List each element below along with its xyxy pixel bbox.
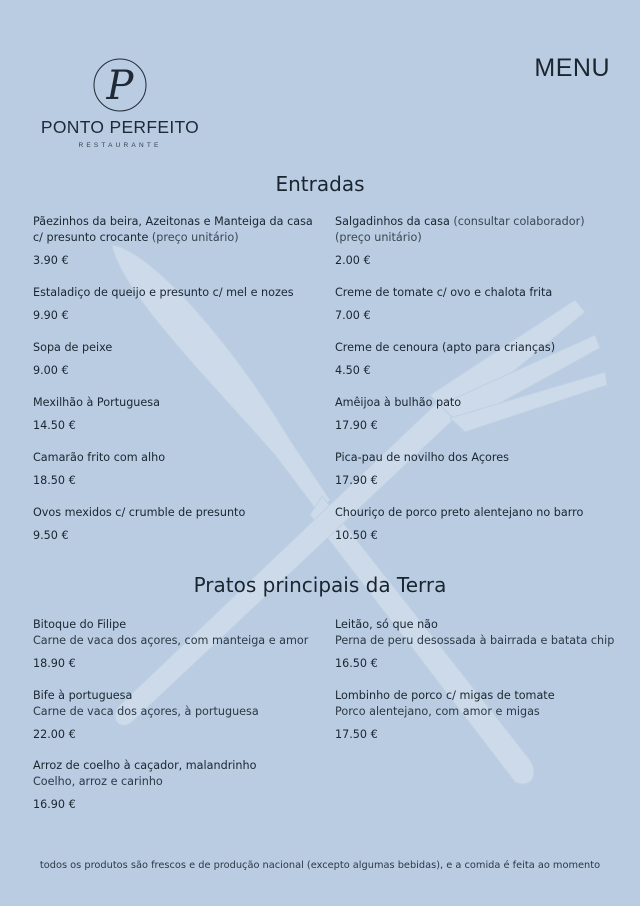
item-name: Arroz de coelho à caçador, malandrinho: [33, 759, 257, 772]
menu-item: [33, 214, 318, 269]
menu-item: [33, 395, 318, 434]
item-price: 4.50 €: [335, 364, 371, 377]
item-note: (preço unitário): [151, 231, 239, 244]
item-name: Creme de tomate c/ ovo e chalota frita: [335, 286, 553, 299]
item-description: Carne de vaca dos açores, à portuguesa: [33, 705, 259, 718]
item-name: Camarão frito com alho: [33, 451, 166, 464]
item-description: Coelho, arroz e carinho: [33, 775, 163, 788]
item-name: Pica-pau de novilho dos Açores: [335, 451, 509, 464]
item-price: 22.00 €: [33, 728, 76, 741]
item-name: Pãezinhos da beira, Azeitonas e Manteiga da casa c/ presunto crocante: [33, 215, 313, 244]
item-name: Chouriço de porco preto alentejano no barro: [335, 506, 584, 519]
item-name: Bitoque do Filipe: [33, 618, 127, 631]
item-price: 7.00 €: [335, 309, 371, 322]
item-name: Sopa de peixe: [33, 341, 113, 354]
item-price: 17.90 €: [335, 474, 378, 487]
logo: [30, 55, 210, 149]
menu-item: [335, 395, 620, 434]
item-price: 2.00 €: [335, 254, 371, 267]
menu-item: [33, 688, 318, 743]
menu-item: [335, 688, 620, 743]
item-description: Porco alentejano, com amor e migas: [335, 705, 540, 718]
section-title-entradas: Entradas: [275, 172, 365, 196]
menu-item: [33, 758, 318, 813]
item-price: 10.50 €: [335, 529, 378, 542]
menu-item: [33, 505, 318, 544]
item-price: 14.50 €: [33, 419, 76, 432]
menu-item: [33, 617, 318, 672]
menu-item: [335, 285, 620, 324]
item-price: 18.50 €: [33, 474, 76, 487]
svg-text:P: P: [106, 63, 134, 109]
section-title-pratos: Pratos principais da Terra: [193, 573, 447, 597]
item-name: Amêijoa à bulhão pato: [335, 396, 462, 409]
page-title: MENU: [534, 54, 610, 82]
item-price: 16.90 €: [33, 798, 76, 811]
brand-subtitle: RESTAURANTE: [78, 142, 162, 149]
item-name: Estaladiço de queijo e presunto c/ mel e nozes: [33, 286, 294, 299]
item-note: (consultar colaborador) (preço unitário): [335, 215, 585, 244]
item-price: 18.90 €: [33, 657, 76, 670]
item-name: Lombinho de porco c/ migas de tomate: [335, 689, 555, 702]
item-name: Bife à portuguesa: [33, 689, 133, 702]
item-price: 17.50 €: [335, 728, 378, 741]
menu-item: [335, 505, 620, 544]
item-description: Perna de peru desossada à bairrada e batata chip: [335, 634, 615, 647]
item-price: 16.50 €: [335, 657, 378, 670]
item-price: 9.50 €: [33, 529, 69, 542]
menu-item: [33, 340, 318, 379]
menu-item: [33, 285, 318, 324]
item-price: 9.00 €: [33, 364, 69, 377]
menu-item: [335, 340, 620, 379]
menu-item: [335, 450, 620, 489]
menu-item: [335, 617, 620, 672]
item-price: 17.90 €: [335, 419, 378, 432]
item-name: Mexilhão à Portuguesa: [33, 396, 160, 409]
item-name: Ovos mexidos c/ crumble de presunto: [33, 506, 246, 519]
brand-name: PONTO PERFEITO: [40, 117, 200, 137]
footer-note: todos os produtos são frescos e de produção nacional (excepto algumas bebidas), e a comida é feita ao momento: [39, 860, 601, 871]
item-description: Carne de vaca dos açores, com manteiga e amor: [33, 634, 309, 647]
item-name: Leitão, só que não: [335, 618, 438, 631]
monogram-p-icon: [90, 55, 150, 115]
menu-item: [33, 450, 318, 489]
item-price: 9.90 €: [33, 309, 69, 322]
item-name: Creme de cenoura (apto para crianças): [335, 341, 556, 354]
item-name: Salgadinhos da casa: [335, 215, 450, 228]
menu-item: [335, 214, 595, 269]
item-price: 3.90 €: [33, 254, 69, 267]
